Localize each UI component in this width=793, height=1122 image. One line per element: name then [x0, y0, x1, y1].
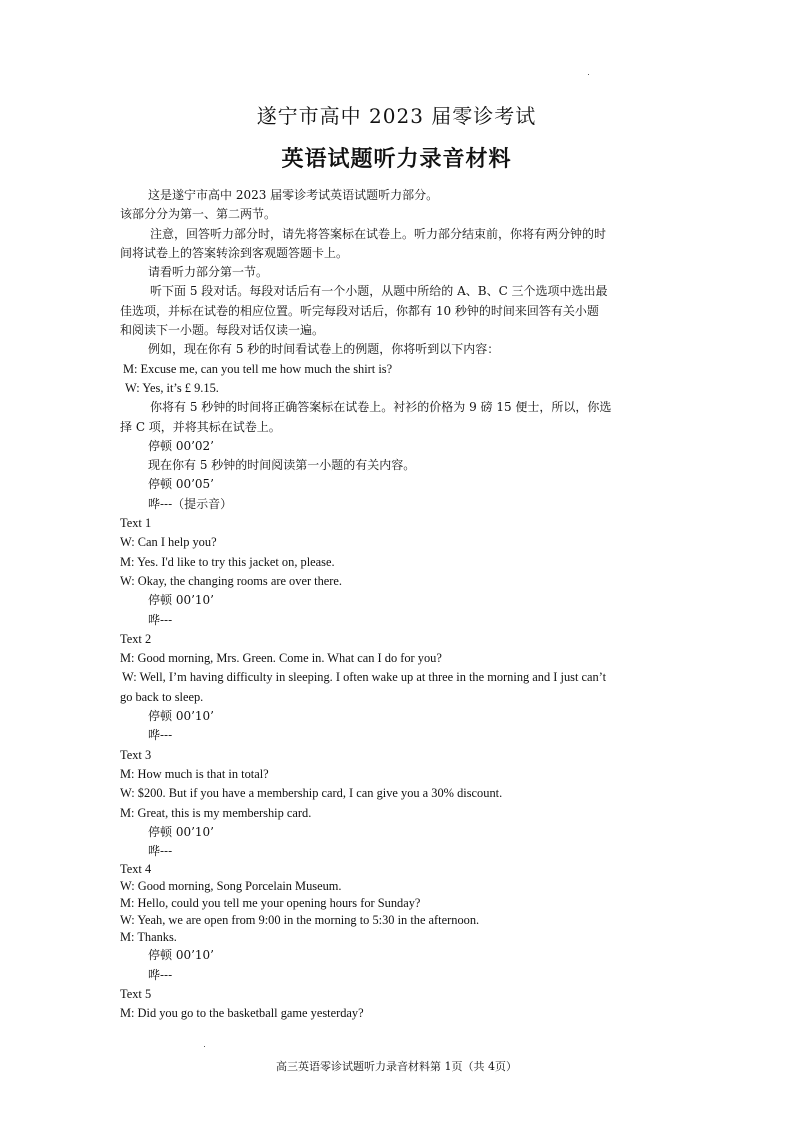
section-heading-text1: Text 1 [120, 516, 152, 531]
pause-line: 停顿 00’05’ [148, 477, 214, 492]
text-line: 和阅读下一小题。每段对话仅读一遍。 [120, 323, 325, 338]
text-line: 例如，现在你有 5 秒的时间看试卷上的例题，你将听到以下内容： [148, 342, 500, 357]
text-line: 注意，回答听力部分时，请先将答案标在试卷上。听力部分结束前，你将有两分钟的时 [150, 226, 607, 241]
text-line: 听下面 5 段对话。每段对话后有一个小题，从题中所给的 A、B、C 三个选项中选出最 [150, 284, 608, 299]
dialogue-line: M: Excuse me, can you tell me how much the shirt is? [123, 361, 393, 376]
text-line: 该部分分为第一、第二两节。 [120, 207, 277, 222]
dialogue-line: M: Hello, could you tell me your opening hours for Sunday? [120, 896, 421, 911]
text-line: 你将有 5 秒钟的时间将正确答案标在试卷上。衬衫的价格为 9 磅 15 便士，所以，你选 [150, 400, 612, 415]
pause-line: 停顿 00’10’ [148, 709, 214, 724]
dialogue-line: M: Yes. I'd like to try this jacket on, please. [120, 554, 335, 569]
text-line: 佳选项，并标在试卷的相应位置。听完每段对话后，你都有 10 秒钟的时间来回答有关小题 [120, 303, 599, 318]
section-heading-text3: Text 3 [120, 747, 152, 762]
dialogue-line: W: Well, I’m having difficulty in sleeping. I often wake up at three in the morning and I just can’t [122, 670, 607, 685]
dialogue-line: M: How much is that in total? [120, 766, 269, 781]
dialogue-line: go back to sleep. [120, 689, 204, 704]
section-heading-text4: Text 4 [120, 862, 152, 877]
text-line: 现在你有 5 秒钟的时间阅读第一小题的有关内容。 [148, 458, 416, 473]
page-footer: 高三英语零诊试题听力录音材料第 1页（共 4页） [276, 1060, 517, 1073]
dialogue-line: M: Thanks. [120, 930, 177, 945]
page-subtitle: 英语试题听力录音材料 [281, 147, 512, 172]
dialogue-line: M: Good morning, Mrs. Green. Come in. What can I do for you? [120, 651, 442, 666]
dialogue-line: M: Great, this is my membership card. [120, 805, 312, 820]
pause-line: 停顿 00’02’ [148, 438, 214, 453]
dialogue-line: W: Can I help you? [120, 535, 217, 550]
text-line: 择 C 项，并将其标在试卷上。 [120, 419, 281, 434]
beep-line: 哗--- [148, 967, 173, 982]
section-heading-text2: Text 2 [120, 631, 152, 646]
pause-line: 停顿 00’10’ [148, 948, 214, 963]
section-heading-text5: Text 5 [120, 986, 152, 1001]
dialogue-line: W: Yes, it’s £ 9.15. [125, 380, 219, 395]
dialogue-line: W: Okay, the changing rooms are over there. [120, 573, 343, 588]
text-line: 请看听力部分第一节。 [148, 265, 269, 280]
dialogue-line: W: Yeah, we are open from 9:00 in the morning to 5:30 in the afternoon. [120, 913, 480, 928]
dialogue-line: W: Good morning, Song Porcelain Museum. [120, 879, 342, 894]
beep-line: 哗---（提示音） [148, 496, 233, 511]
pause-line: 停顿 00’10’ [148, 593, 214, 608]
dialogue-line: W: $200. But if you have a membership card, I can give you a 30% discount. [120, 786, 503, 801]
text-line: 这是遂宁市高中 2023 届零诊考试英语试题听力部分。 [148, 188, 439, 202]
beep-line: 哗--- [148, 844, 173, 859]
pause-line: 停顿 00’10’ [148, 824, 214, 839]
page-title: 遂宁市高中 2023 届零诊考试 [256, 104, 537, 128]
speck-mark [588, 74, 589, 75]
speck-mark [204, 1046, 205, 1047]
document-body [120, 186, 680, 1024]
beep-line: 哗--- [148, 612, 173, 627]
text-line: 间将试卷上的答案转涂到客观题答题卡上。 [120, 245, 349, 260]
beep-line: 哗--- [148, 728, 173, 743]
dialogue-line: M: Did you go to the basketball game yesterday? [120, 1006, 364, 1021]
